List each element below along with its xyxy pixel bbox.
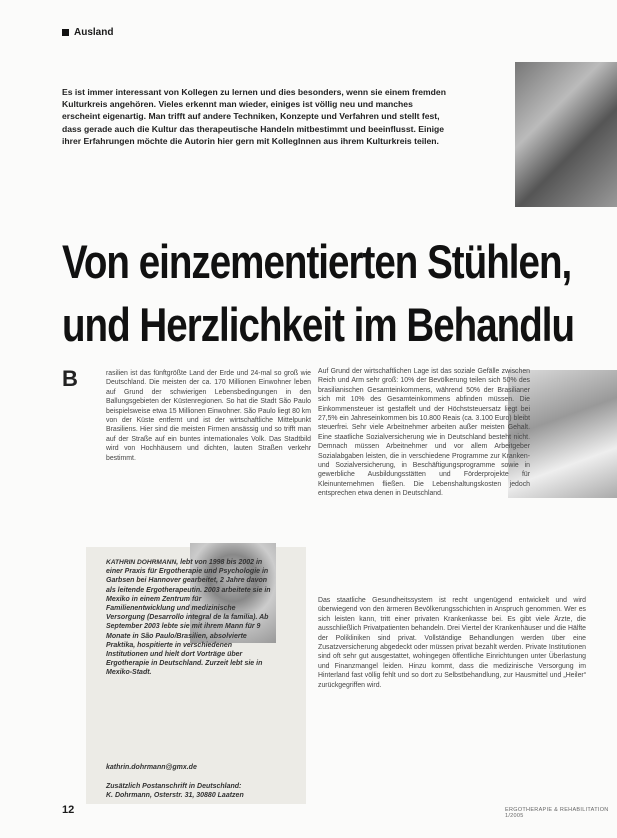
author-postal [106, 782, 286, 801]
drop-cap: B [62, 366, 78, 391]
body-column-right-bottom: Das staatliche Gesundheitssystem ist recht ungenügend entwickelt und wird überwiegend von den ärmeren Bevölkerungsschichten in Anspruch genommen. Wer es sich leisten kann, tritt einer privaten Krankenkasse bei. Es gibt viele Ärzte, die ausschließlich Privatpatienten behandeln. Drei Viertel der Krankenhäuser und die Hälfte der Polikliniken sind privat. Vollständige Behandlungen werden über eine Zusatzversicherung abgedeckt oder müssen privat bezahlt werden. Private Institutionen sind oft sehr gut ausgestattet, wohingegen öffentliche Einrichtungen unter Überlastung und Finanzmangel leiden. Hinzu kommt, dass die medizinische Versorgung im Hinterland fast völlig fehlt und so dort zu Selbstbehandlung, zur Hausmittel und „Heiler“ zurückgegriffen wird. [318, 597, 587, 689]
body-column-left [62, 366, 311, 463]
top-right-photo [515, 62, 617, 207]
intro-paragraph: Es ist immer interessant von Kollegen zu lernen und dies besonders, wenn sie einem fremden Kulturkreis angehören. Vieles erkennt man wieder, einiges ist völlig neu und manches erscheint eigenartig. Man trifft auf andere Techniken, Konzepte und Verfahren und stellt fest, dass gerade auch die Kultur das therapeutische Handeln mitbestimmt und beeinflusst. Einige ihrer Erfahrungen möchte die Autorin hier gern mit KollegInnen aus ihrem Kulturkreis teilen. [62, 87, 446, 146]
postal-label: Zusätzlich Postanschrift in Deutschland: [106, 783, 242, 790]
body-text-left: rasilien ist das fünftgrößte Land der Erde und 24-mal so groß wie Deutschland. Die meisten der ca. 170 Millionen Einwohner leben auf Grund der schwierigen Lebensbedingungen in den Ballungsgebieten der Küstenregionen. So hat die Stadt São Paulo beispielsweise etwa 15 Millionen Einwohner. São Paulo liegt 80 km von der Küste entfernt und ist der wirtschaftliche Mittelpunkt Brasiliens. Hier sind die meisten Firmen ansässig und so trifft man auf der Straße auf ein buntes internationales Volk. Das Stadtbild wird von Hochhäusern und dichten, lauten Straßen verkehr bestimmt. [106, 370, 311, 462]
postal-address: K. Dohrmann, Osterstr. 31, 30880 Laatzen [106, 792, 244, 800]
headline-line-2: und Herzlichkeit im Behandlu [62, 298, 575, 351]
author-bio [106, 558, 271, 678]
body-column-right-top: Auf Grund der wirtschaftlichen Lage ist das soziale Gefälle zwischen Reich und Arm sehr groß: 10% der Bevölkerung teilen sich 50% des brasilianischen Gesamteinkommens, während 50% der Brasilianer sich mit 10% des Gesamteinkommens abfinden müssen. Die Einkommensteuer ist gestaffelt und der Höchststeuersatz liegt bei 27,5% ein Jahreseinkommen bis 10.800 Reais (ca. 3.100 Euro) bleibt steuerfrei. Sehr viele Arbeitnehmer arbeiten außer meisten Gehalt. Eine staatliche Sozialversicherung wie in Deutschland besteht nicht. Demnach müssen Arbeitnehmer und vor allem Arbeitgeber Sozialabgaben leisten, die in verschiedene Programme zur Kranken- und Sozialversicherung, in Beschäftigungsprogramme sowie in gewerbliche Ausbildungsstätten und Förderprojekte für Kleinunternehmen fließen. Die Lebenshaltungskosten jedoch entsprechen etwa denen in Deutschland. [318, 368, 530, 498]
author-email[interactable]: kathrin.dohrmann@gmx.de [106, 764, 197, 771]
page-number: 12 [62, 804, 75, 816]
author-name: KATHRIN DOHRMANN [106, 559, 177, 566]
square-bullet-icon [62, 29, 69, 36]
section-label [62, 27, 113, 38]
footer-publication: ERGOTHERAPIE & REHABILITATION 1/2005 [505, 807, 609, 819]
section-label-text: Ausland [74, 27, 114, 38]
author-bio-text: , lebt von 1998 bis 2002 in einer Praxis für Ergotherapie und Psychologie in Garbsen bei Hannover gearbeitet, 2 Jahre davon als leitende Ergotherapeutin. 2003 arbeitete sie in Mexiko in einem Zentrum für Familienentwicklung und medizinische Versorgung (Desarrollo integral de la familia). Ab September 2003 lebte sie mit ihrem Mann für 9 Monate in São Paulo/Brasilien, absolvierte Praktika, hospitierte in verschiedenen Institutionen und hielt dort Vorträge über Ergotherapie in Deutschland. Zurzeit lebt sie in Mexiko-Stadt. [106, 559, 271, 677]
headline-line-1: Von einzementierten Stühlen, [62, 235, 572, 288]
